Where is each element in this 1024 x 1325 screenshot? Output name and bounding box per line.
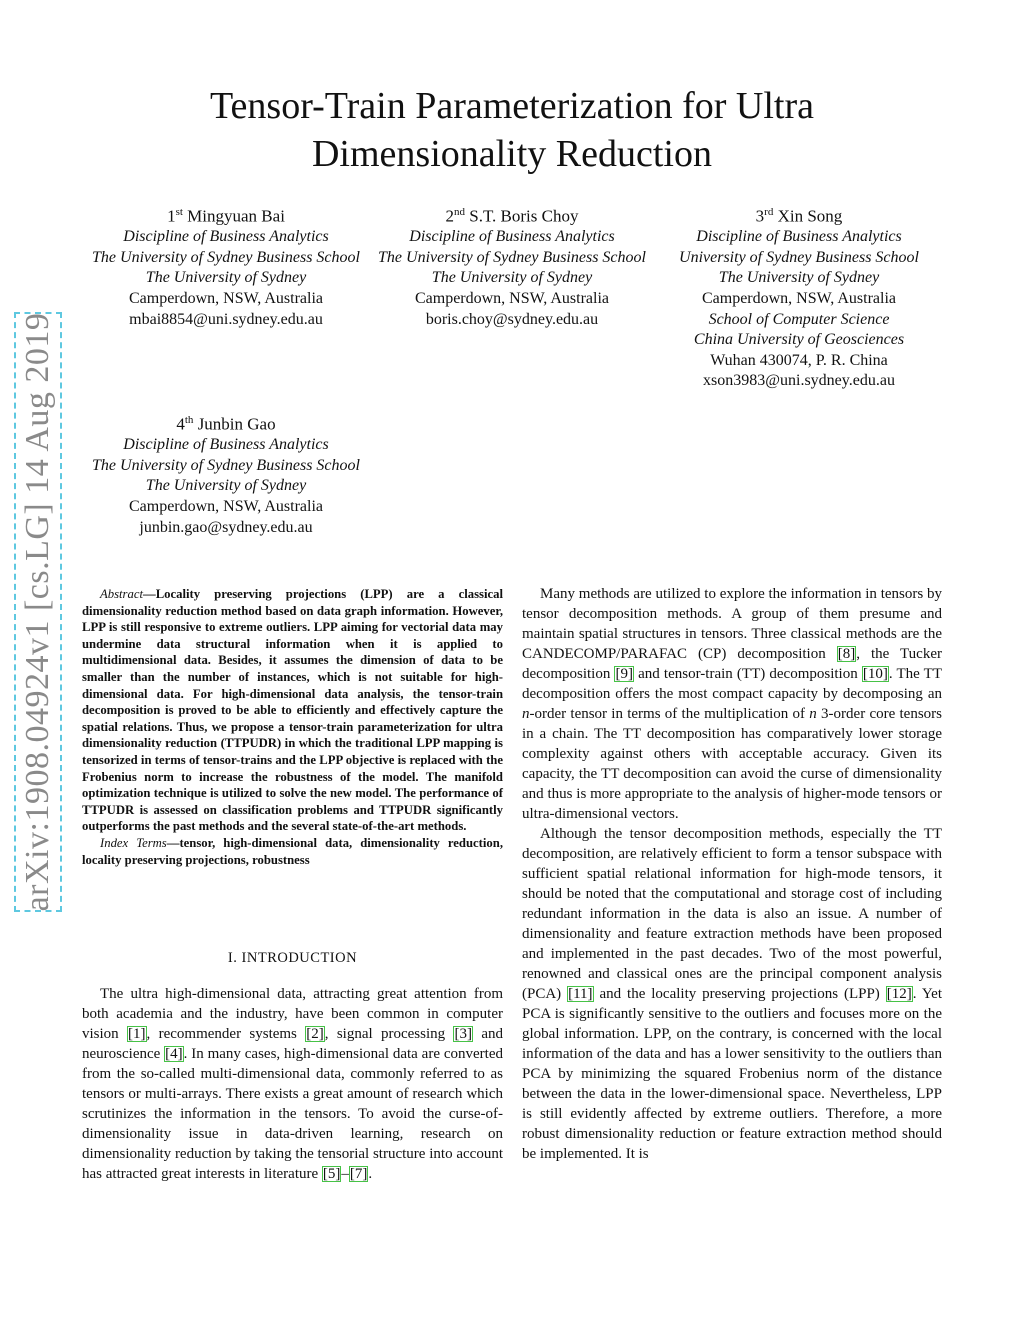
author-block-2 [356,202,668,330]
author-address: Camperdown, NSW, Australia [701,290,897,308]
paragraph-tensor-decomposition: Many methods are utilized to explore the information in tensors by tensor decomposition methods. A group of them presume and maintain spatial structures in tensors. Three classical methods are the CANDECOMP/PARAFAC (CP) decomposition [8], the Tucker decomposition [9] and tensor-train (TT) decomposition [10]. The TT decomposition offers the most compact capacity by decomposing an n-order tensor in terms of the multiplication of n 3-order core tensors in a chain. The TT decomposition has comparatively lower storage complexity against others with acceptable accuracy. Given its capacity, the TT decomposition can avoid the curse of dimensionality and thus is more appropriate to the analysis of higher-mode tensors or ultra-dimensional vectors. [522,586,943,822]
citation-link[interactable]: [1] [128,1026,146,1042]
citation-link[interactable]: [9] [615,666,633,682]
author-email: mbai8854@uni.sydney.edu.au [129,310,323,328]
paragraph-dimensionality-methods: Although the tensor decomposition methods, especially the TT decomposition, are relatively efficient to form a tensor subspace with sufficient spatial relational information for high-mode tensors, it should be noted that the computational and storage cost of including redundant information in the data is also an issue. A number of dimensionality and feature extraction methods have been proposed and implemented in the past decades. Two of the most powerful, renowned and classical ones are the principal component analysis (PCA) [11] and the locality preserving projections (LPP) [12]. Yet PCA is significantly sensitive to the outliers and focuses more on the global information. LPP, on the contrary, is concerned with the local information of the data and has a lower sensitivity to the outliers than PCA by minimizing the squared Frobenius norm of the distance between the data in the lower-dimensional space. Nevertheless, LPP is still evidently affected by extreme outliers. Therefore, a more robust dimensionality reduction or feature extraction method should be implemented. It is [522,826,942,1162]
right-column [522,584,942,1164]
author-email: xson3983@uni.sydney.edu.au [703,372,895,390]
author-affiliation: The University of Sydney [145,269,307,287]
citation-link[interactable]: [5] [322,1166,341,1182]
author-address: Camperdown, NSW, Australia [414,290,610,308]
author-block-4 [70,410,382,538]
author-affiliation: The University of Sydney [145,477,307,495]
paper-title [0,82,1024,178]
intro-paragraph: The ultra high-dimensional data, attracting great attention from both academia and the industry, have been common in computer vision [1], recommender systems [2], signal processing [3] and neuroscience [4]. In many cases, high-dimensional data are converted from the so-called multi-dimensional data, commonly referred to as tensors or multi-arrays. There exists a great amount of research which scrutinizes the information in the tensors. To avoid the curse-of-dimensionality issue in data-driven learning, research on dimensionality reduction by taking the tensorial structure into account has attracted great interests in literature [5]–[7]. [82,986,503,1182]
title-line-1: Tensor-Train Parameterization for Ultra [209,85,815,127]
index-terms-label: Index Terms [100,835,167,850]
author-affiliation: University of Sydney Business School [679,248,919,266]
author-email: boris.choy@sydney.edu.au [425,310,599,328]
author-address: Camperdown, NSW, Australia [128,290,324,308]
author-name: 2nd S.T. Boris Choy [445,206,579,226]
citation-link[interactable]: [8] [837,646,856,662]
author-affiliation: The University of Sydney Business School [92,248,360,266]
abstract-body: Abstract—Locality preserving projections (LPP) are a classical dimensionality reduction method based on data graph information. However, LPP is still responsive to extreme outliers. LPP aiming for vectorial data may undermine data structural information when it is applied to multidimensional data. Besides, it assumes the dimension of data to be smaller than the number of instances, which is not suitable for high-dimensional data. For high-dimensional data analysis, the tensor-train decomposition is proved to be able to efficiently and effectively capture the spatial relations. Thus, we propose a tensor-train parameterization for ultra dimensionality reduction (TTPUDR) in which the traditional LPP mapping is tensorized in terms of tensor-trains and the LPP objective is replaced with the Frobenius norm to increase the robustness of the model. The manifold optimization technique is utilized to solve the new model. The performance of TTPUDR is assessed on classification problems and TTPUDR significantly outperforms the past methods and the several state-of-the-art methods. [82,587,503,834]
title-line-2: Dimensionality Reduction [311,133,712,175]
citation-link[interactable]: [12] [886,986,912,1002]
author-block-3 [658,202,940,392]
author-address: Camperdown, NSW, Australia [128,498,324,516]
abstract [82,586,503,868]
math-variable: n [522,706,530,722]
author-affiliation: Discipline of Business Analytics [123,436,329,454]
math-variable: n [809,706,817,722]
author-name: 4th Junbin Gao [176,414,276,434]
section-heading-introduction: I. INTRODUCTION [227,950,358,966]
author-affiliation: Discipline of Business Analytics [409,228,615,246]
author-affiliation: Discipline of Business Analytics [123,228,329,246]
index-terms: Index Terms—tensor, high-dimensional data, dimensionality reduction, locality preserving projections, robustness [82,835,503,867]
author-affiliation: Discipline of Business Analytics [696,228,902,246]
arxiv-id: arXiv:1908.04924v1 [cs.LG] 14 Aug 2019 [19,312,56,912]
citation-link[interactable]: [11] [568,986,593,1002]
author-affiliation: School of Computer Science [708,310,890,328]
arxiv-identifier-stamp [14,312,62,912]
author-affiliation: The University of Sydney [718,269,880,287]
author-block-1 [70,202,382,330]
citation-link[interactable]: [3] [454,1026,472,1042]
author-affiliation: The University of Sydney Business School [378,248,646,266]
author-affiliation: The University of Sydney [431,269,593,287]
citation-link[interactable]: [4] [165,1046,183,1062]
abstract-label: Abstract [100,587,143,601]
author-email: junbin.gao@sydney.edu.au [139,518,313,536]
author-name: 1st Mingyuan Bai [167,206,285,226]
citation-link[interactable]: [2] [306,1026,324,1042]
author-address: Wuhan 430074, P. R. China [710,351,888,369]
author-affiliation: The University of Sydney Business School [92,456,360,474]
author-name: 3rd Xin Song [755,206,843,226]
citation-link[interactable]: [7] [349,1166,368,1182]
citation-link[interactable]: [10] [862,666,888,682]
author-affiliation: China University of Geosciences [693,331,905,349]
